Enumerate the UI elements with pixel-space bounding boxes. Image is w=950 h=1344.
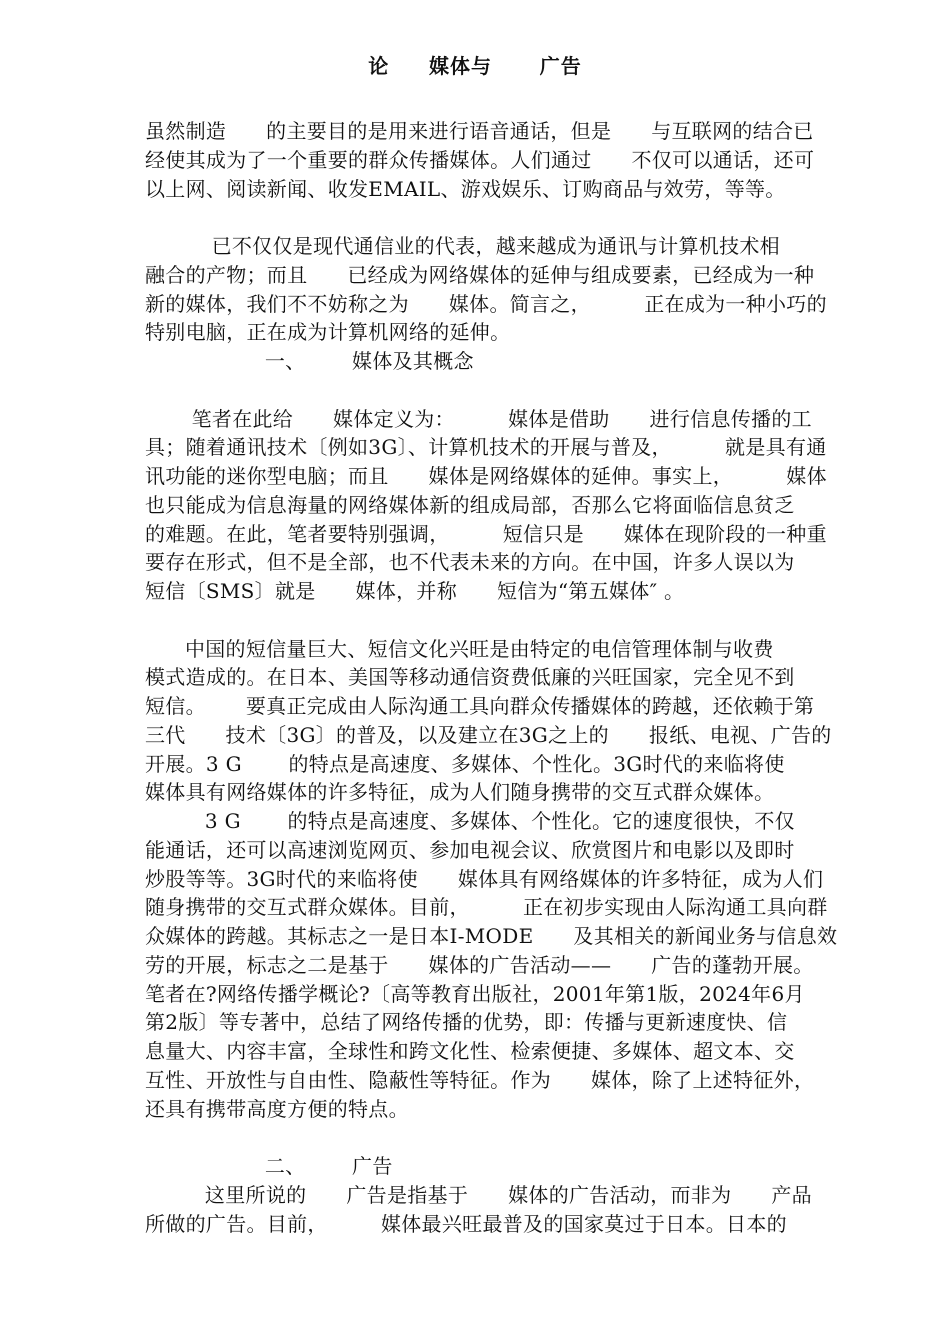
- paragraph-line: 所做的广告。目前， 媒体最兴旺最普及的国家莫过于日本。日本的: [145, 1211, 787, 1236]
- paragraph-line: 众媒体的跨越。其标志之一是日本I-MODE 及其相关的新闻业务与信息效: [145, 924, 838, 948]
- paragraph-line: 中国的短信量巨大、短信文化兴旺是由特定的电信管理体制与收费: [145, 636, 774, 661]
- paragraph-line: 特别电脑，正在成为计算机网络的延伸。: [145, 320, 511, 345]
- paragraph-line: 还具有携带高度方便的特点。: [145, 1096, 409, 1121]
- paragraph-line: 经使其成为了一个重要的群众传播媒体。人们通过 不仅可以通话，还可: [145, 147, 815, 172]
- paragraph-line: 的难题。在此，笔者要特别强调， 短信只是 媒体在现阶段的一种重: [145, 521, 827, 546]
- document-title: 论 媒体与 广告: [368, 54, 582, 78]
- paragraph-line: 二、 广告: [145, 1154, 393, 1178]
- paragraph-line: 短信。 要真正完成由人际沟通工具向群众传播媒体的跨越，还依赖于第: [145, 694, 815, 718]
- paragraph-line: 随身携带的交互式群众媒体。目前， 正在初步实现由人际沟通工具向群: [145, 895, 828, 920]
- paragraph-line: 短信〔SMS〕就是 媒体，并称 短信为“第五媒体″ 。: [145, 579, 685, 603]
- paragraph-line: 一、 媒体及其概念: [145, 349, 474, 373]
- paragraph-line: 以上网、阅读新闻、收发EMAIL、游戏娱乐、订购商品与效劳，等等。: [145, 176, 786, 201]
- paragraph-line: 互性、开放性与自由性、隐蔽性等特征。作为 媒体，除了上述特征外，: [145, 1067, 815, 1092]
- paragraph-line: 劳的开展，标志之二是基于 媒体的广告活动—— 广告的蓬勃开展。: [145, 952, 814, 977]
- paragraph-line: 融合的产物；而且 已经成为网络媒体的延伸与组成要素，已经成为一种: [145, 262, 815, 287]
- paragraph-line: 模式造成的。在日本、美国等移动通信资费低廉的兴旺国家，完全见不到: [145, 665, 795, 690]
- paragraph-line: 新的媒体，我们不不妨称之为 媒体。简言之， 正在成为一种小巧的: [145, 291, 827, 316]
- paragraph-line: 也只能成为信息海量的网络媒体新的组成局部，否那么它将面临信息贫乏: [145, 492, 795, 517]
- paragraph-line: 开展。3 G 的特点是高速度、多媒体、个性化。3G时代的来临将使: [145, 751, 785, 776]
- paragraph-line: 息量大、内容丰富，全球性和跨文化性、检索便捷、多媒体、超文本、交: [145, 1039, 795, 1063]
- paragraph-line: 3 G 的特点是高速度、多媒体、个性化。它的速度很快，不仅: [145, 809, 795, 833]
- paragraph-line: 笔者在?网络传播学概论?〔高等教育出版社，2001年第1版，2024年6月: [145, 981, 805, 1006]
- paragraph-line: 能通话，还可以高速浏览网页、参加电视会议、欣赏图片和电影以及即时: [145, 837, 795, 862]
- paragraph-line: 第2版〕等专著中，总结了网络传播的优势，即：传播与更新速度快、信: [145, 1010, 788, 1035]
- paragraph-line: 三代 技术〔3G〕的普及，以及建立在3G之上的 报纸、电视、广告的: [145, 722, 832, 747]
- paragraph-line: 笔者在此给 媒体定义为： 媒体是借助 进行信息传播的工: [145, 406, 812, 431]
- paragraph-line: 已不仅仅是现代通信业的代表，越来越成为通讯与计算机技术相: [145, 234, 780, 258]
- paragraph-line: 媒体具有网络媒体的许多特征，成为人们随身携带的交互式群众媒体。: [145, 780, 775, 805]
- paragraph-line: 讯功能的迷你型电脑；而且 媒体是网络媒体的延伸。事实上， 媒体: [145, 464, 827, 488]
- paragraph-line: 炒股等等。3G时代的来临将使 媒体具有网络媒体的许多特征，成为人们: [145, 866, 824, 891]
- paragraph-line: 虽然制造 的主要目的是用来进行语音通话，但是 与互联网的结合已: [145, 119, 814, 143]
- paragraph-line: 具；随着通讯技术〔例如3G〕、计算机技术的开展与普及， 就是具有通: [145, 435, 827, 460]
- paragraph-line: 这里所说的 广告是指基于 媒体的广告活动，而非为 产品: [145, 1182, 812, 1207]
- paragraph-line: 要存在形式，但不是全部，也不代表未来的方向。在中国，许多人误以为: [145, 550, 795, 575]
